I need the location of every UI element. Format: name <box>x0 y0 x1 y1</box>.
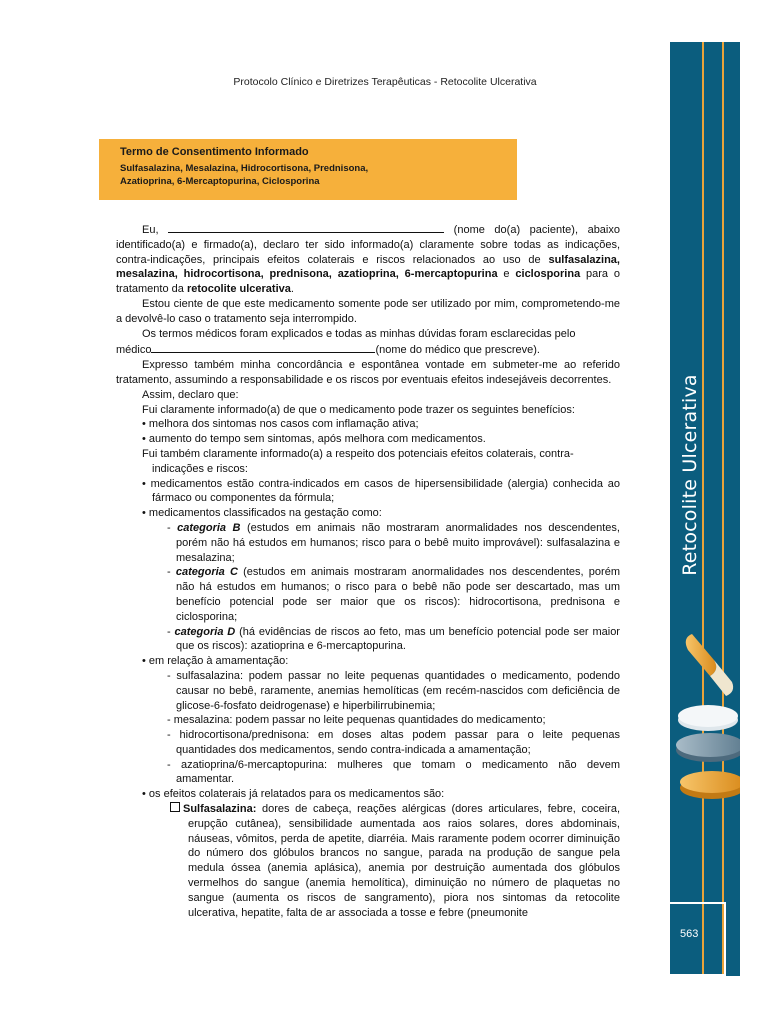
capsule-icon <box>686 634 733 696</box>
paragraph: Estou ciente de que este medicamento somente pode ser utilizado por mim, comprometendo-me a devolvê-lo caso o tratamento seja interrompido. <box>116 297 620 325</box>
list-item: • medicamentos classificados na gestação como: <box>142 507 382 520</box>
consent-subtitle-line: Azatioprina, 6-Mercaptopurina, Ciclosporina <box>120 175 320 187</box>
list-item: • em relação à amamentação: <box>142 655 289 668</box>
list-item: - hidrocortisona/prednisona: em doses altas podem passar para o leite pequenas quantidades dos medicamentos, sendo contra-indicada a amamentação; <box>167 729 620 756</box>
list-item: • aumento do tempo sem sintomas, após melhora com medicamentos. <box>142 433 486 446</box>
page-number: 563 <box>680 928 699 940</box>
tablet-icon <box>676 733 740 762</box>
list-item: • medicamentos estão contra-indicados em casos de hipersensibilidade (alergia) conhecida ao fármaco ou componentes da fórmula; <box>142 477 620 505</box>
list-item: - categoria B (estudos em animais não mostraram anormalidades nos descendentes, porém não há estudos em humanos; risco para o bebê muito improvável): sulfasalazina e mesalazina; <box>167 521 620 564</box>
tablet-icon <box>678 705 738 731</box>
list-item: - mesalazina: podem passar no leite pequenas quantidades do medicamento; <box>167 714 546 727</box>
tablet-icon <box>680 771 740 799</box>
list-item: Sulfasalazina: dores de cabeça, reações alérgicas (dores articulares, febre, coceira, erupção cutânea), sensibilidade aumentada aos raios solares, dores abdominais, náuseas, vômitos, perda de apetite, diarréia. Mais raramente podem ocorrer diminuição do número dos glóbulos brancos no sangue, parada na produção de sangue pela medula óssea (anemia aplásica), anemia por destruição aumentada dos glóbulos vermelhos do sangue (anemia hemolítica), diminuição no número de plaquetas no sangue (aumenta os riscos de sangramento), piora nos sintomas da retocolite ulcerativa, hepatite, falta de ar associada a tosse e febre (pneumonite <box>116 802 620 920</box>
consent-box <box>99 139 517 200</box>
doctor-name-blank[interactable] <box>151 341 375 353</box>
paragraph: Expresso também minha concordância e espontânea vontade em submeter-me ao referido tratamento, assumindo a responsabilidade e os riscos por eventuais efeitos indesejáveis decorrentes. <box>116 359 620 386</box>
paragraph: médico (nome do médico que prescreve). <box>116 341 620 358</box>
sidebar-title: Retocolite Ulcerativa <box>679 374 701 576</box>
paragraph: Eu, (nome do(a) paciente), abaixo identificado(a) e firmado(a), declaro ter sido informado(a) claramente sobre todas as indicações, contra-indicações, principais efeitos colaterais e riscos relacionados ao uso de sulfasalazina, mesalazina, hidrocortisona, prednisona, azatioprina, 6-mercaptopurina e ciclosporina para o tratamento da retocolite ulcerativa. <box>116 221 620 297</box>
paragraph: indicações e riscos: <box>152 462 248 475</box>
paragraph: Fui claramente informado(a) de que o medicamento pode trazer os seguintes benefícios: <box>142 403 575 416</box>
consent-subtitle-line: Sulfasalazina, Mesalazina, Hidrocortisona, Prednisona, <box>120 163 369 174</box>
list-item: • os efeitos colaterais já relatados para os medicamentos são: <box>142 788 445 801</box>
checkbox-icon <box>170 802 180 812</box>
pills-illustration <box>670 600 740 900</box>
page-header: Protocolo Clínico e Diretrizes Terapêuticas - Retocolite Ulcerativa <box>233 76 537 88</box>
list-item: - categoria D (há evidências de riscos ao feto, mas um benefício potencial pode ser maior que os riscos): azatioprina e 6-mercaptopurina. <box>167 625 620 653</box>
consent-title: Termo de Consentimento Informado <box>120 146 309 158</box>
list-item: - azatioprina/6-mercaptopurina: mulheres que tomam o medicamento não devem amamentar. <box>167 758 620 786</box>
document-body <box>116 221 620 920</box>
consent-subtitle <box>120 163 517 188</box>
paragraph: Os termos médicos foram explicados e todas as minhas dúvidas foram esclarecidas pelo <box>142 327 576 340</box>
patient-name-blank[interactable] <box>168 221 444 233</box>
paragraph: Fui também claramente informado(a) a respeito dos potenciais efeitos colaterais, contra- <box>142 447 574 460</box>
list-item: • melhora dos sintomas nos casos com inflamação ativa; <box>142 418 419 431</box>
paragraph: Assim, declaro que: <box>142 388 239 401</box>
list-item: - categoria C (estudos em animais mostraram anormalidades nos descendentes, porém não há estudos em humanos; o risco para o bebê não pode ser descartado, mas um benefício potencial pode ser maior que os riscos): hidrocortisona, prednisona e ciclosporina; <box>167 566 620 623</box>
list-item: - sulfasalazina: podem passar no leite pequenas quantidades o medicamento, podendo causar no bebê, raramente, anemias hemolíticas (em recém-nascidos com deficiência de glicose-6-fosfato deidrogenase) e hiperbilirrubinemia; <box>167 669 620 712</box>
